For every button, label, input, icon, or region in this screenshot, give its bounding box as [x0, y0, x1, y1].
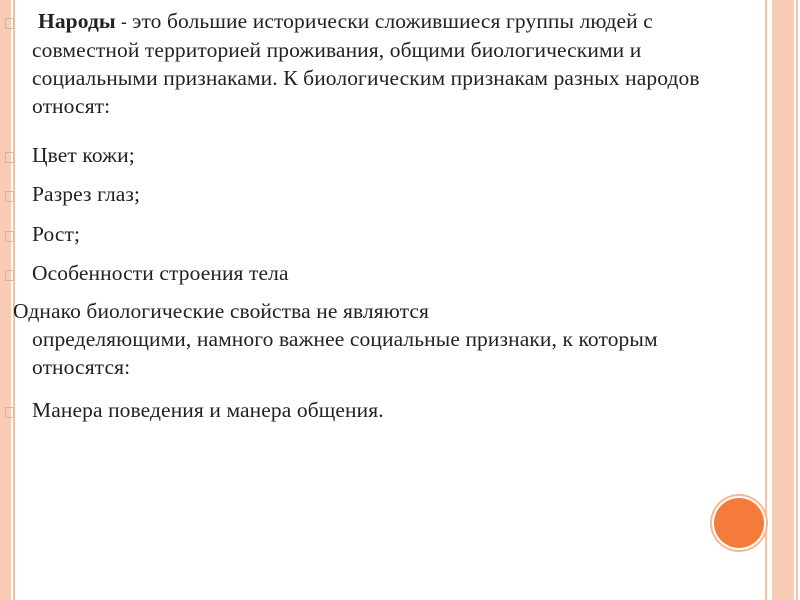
list-item-body: Особенности строения тела — [32, 261, 289, 285]
bullet-icon — [4, 16, 16, 29]
bullet-icon — [4, 268, 16, 281]
intro-paragraph — [32, 7, 722, 120]
right-border-line-inner — [765, 0, 767, 600]
bullet-icon — [4, 150, 16, 163]
intro-rest: людей с совместной территорией проживания, общими биологическими и социальными признаками. К биологическим признакам разных народов относят: — [32, 9, 700, 118]
term-dash: - — [115, 12, 133, 32]
right-border-band — [772, 0, 794, 600]
right-border-line-outer — [796, 0, 798, 600]
list-item-behavior: Манера поведения и манера общения. — [32, 398, 384, 422]
transition-paragraph — [13, 297, 703, 381]
transition-rest: определяющими, намного важнее социальные признаки, к которым относятся: — [32, 327, 658, 379]
list-item-height: Рост; — [32, 222, 81, 246]
term-narody: Народы — [38, 9, 116, 33]
bullet-icon — [4, 405, 16, 418]
decorative-circle — [714, 498, 764, 548]
list-item-eyes: Разрез глаз; — [32, 182, 141, 206]
bullet-icon — [4, 189, 16, 202]
list-item-skin: Цвет кожи; — [32, 143, 135, 167]
transition-line1: Однако биологические свойства не являются — [13, 299, 430, 323]
intro-definition: это большие исторически сложившиеся группы — [132, 9, 575, 33]
bullet-icon — [4, 229, 16, 242]
left-border-band — [0, 0, 11, 600]
